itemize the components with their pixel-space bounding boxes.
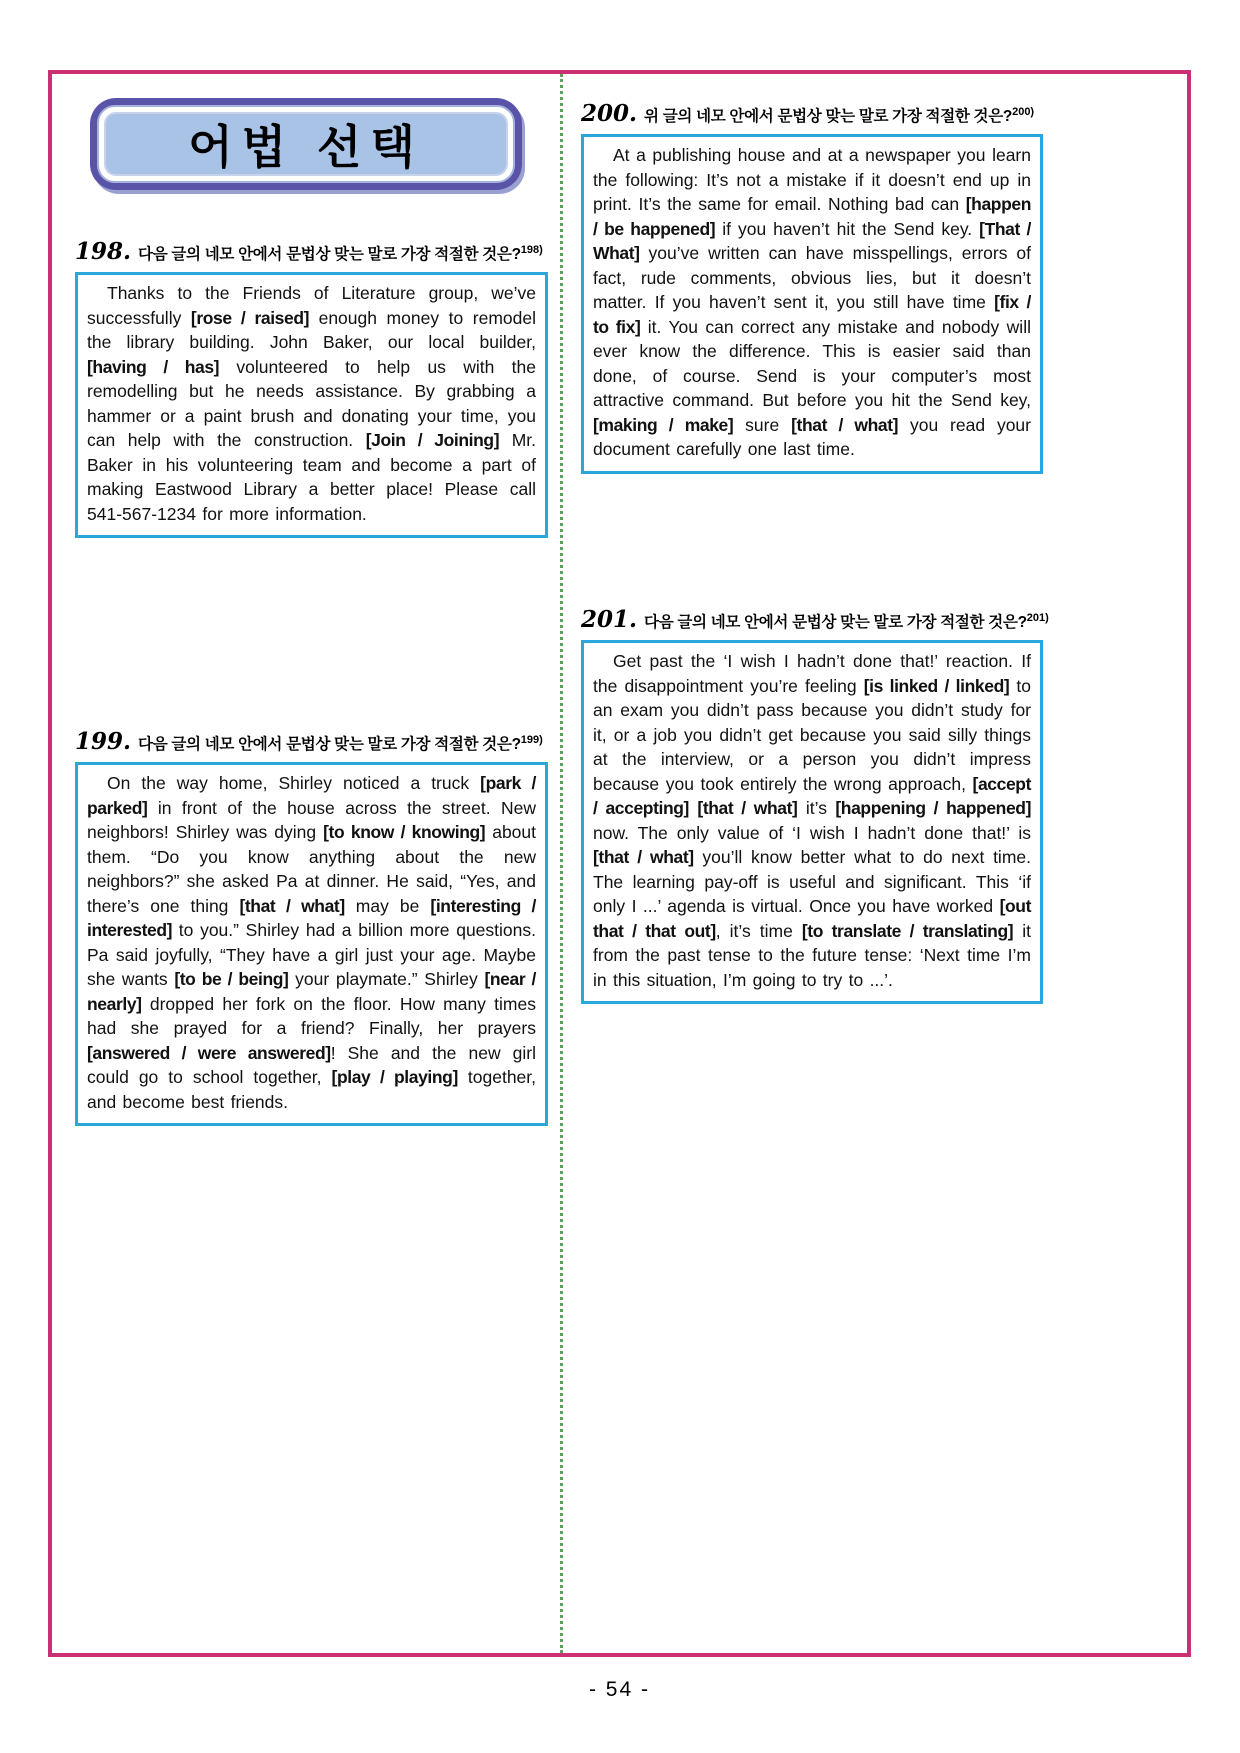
question-ref: 198) <box>520 244 543 256</box>
question-prompt: 위 글의 네모 안에서 문법상 맞는 말로 가장 적절한 것은? <box>644 108 1013 125</box>
question-199-header <box>75 728 548 755</box>
passage-box-198 <box>75 272 548 538</box>
passage-text: Thanks to the Friends of Literature group, we’ve successfully [rose / raised] enough money to remodel the library building. John Baker, our local builder, [having / has] volunteered to help us with the remodelling but he needs assistance. By grabbing a hammer or a paint brush and donating your time, you can help with the construction. [Join / Joining] Mr. Baker in his volunteering team and become a part of making Eastwood Library a better place! Please call 541-567-1234 for more information. <box>87 283 537 524</box>
question-ref: 201) <box>1026 612 1049 624</box>
question-number: 198. <box>75 238 132 265</box>
question-ref: 199) <box>520 734 543 746</box>
title-banner <box>90 98 522 190</box>
question-200 <box>581 100 1043 474</box>
column-divider <box>560 74 563 1653</box>
passage-box-200 <box>581 134 1043 474</box>
question-199 <box>75 728 548 1126</box>
page-number: - 54 - <box>588 1678 650 1701</box>
title-banner-ring <box>97 105 515 183</box>
passage-box-199 <box>75 762 548 1126</box>
question-201-header <box>581 606 1049 633</box>
question-201 <box>581 606 1049 1004</box>
question-number: 201. <box>581 606 638 633</box>
question-198 <box>75 238 548 538</box>
passage-text: Get past the ‘I wish I hadn’t done that!’ reaction. If the disappointment you’re feeling [is linked / linked] to an exam you didn’t pass because you didn’t study for it, or a job you didn’t get because you said silly things at the interview, or a person you didn’t impress because you took entirely the wrong approach, [accept / accepting] [that / what] it’s [happening / happened] now. The only value of ‘I wish I hadn’t done that!’ is [that / what] you’ll know better what to do next time. The learning pay-off is useful and significant. This ‘if only I ...’ agenda is virtual. Once you have worked [out that / that out], it’s time [to translate / translating] it from the past tense to the future tense: ‘Next time I’m in this situation, I’m going to try to ...’. <box>593 651 1032 990</box>
question-198-header <box>75 238 548 265</box>
question-prompt: 다음 글의 네모 안에서 문법상 맞는 말로 가장 적절한 것은? <box>644 614 1027 631</box>
question-number: 200. <box>581 100 638 127</box>
question-200-header <box>581 100 1043 127</box>
title-banner-fill <box>104 112 508 176</box>
question-prompt: 다음 글의 네모 안에서 문법상 맞는 말로 가장 적절한 것은? <box>138 246 521 263</box>
passage-box-201 <box>581 640 1043 1004</box>
passage-text: At a publishing house and at a newspaper you learn the following: It’s not a mistake if it doesn’t end up in print. It’s the same for email. Nothing bad can [happen / be happened] if you haven’t hit the Send key. [That / What] you’ve written can have misspellings, errors of fact, rude comments, obvious lies, but it doesn’t matter. If you haven’t sent it, you still have time [fix / to fix] it. You can correct any mistake and nobody will ever know the difference. This is easier said than done, of course. Send is your computer’s most attractive command. But before you hit the Send key, [making / make] sure [that / what] you read your document carefully one last time. <box>593 145 1032 459</box>
question-ref: 200) <box>1012 106 1035 118</box>
page-title: 어법 선택 <box>188 121 424 173</box>
question-number: 199. <box>75 728 132 755</box>
passage-text: On the way home, Shirley noticed a truck [park / parked] in front of the house across the street. New neighbors! Shirley was dying [to know / knowing] about them. “Do you know anything about the new neighbors?” she asked Pa at dinner. He said, “Yes, and there’s one thing [that / what] may be [interesting / interested] to you.” Shirley had a billion more questions. Pa said joyfully, “They have a girl just your age. Maybe she wants [to be / being] your playmate.” Shirley [near / nearly] dropped her fork on the floor. How many times had she prayed for a friend? Finally, her prayers [answered / were answered]! She and the new girl could go to school together, [play / playing] together, and become best friends. <box>87 773 537 1112</box>
question-prompt: 다음 글의 네모 안에서 문법상 맞는 말로 가장 적절한 것은? <box>138 736 521 753</box>
